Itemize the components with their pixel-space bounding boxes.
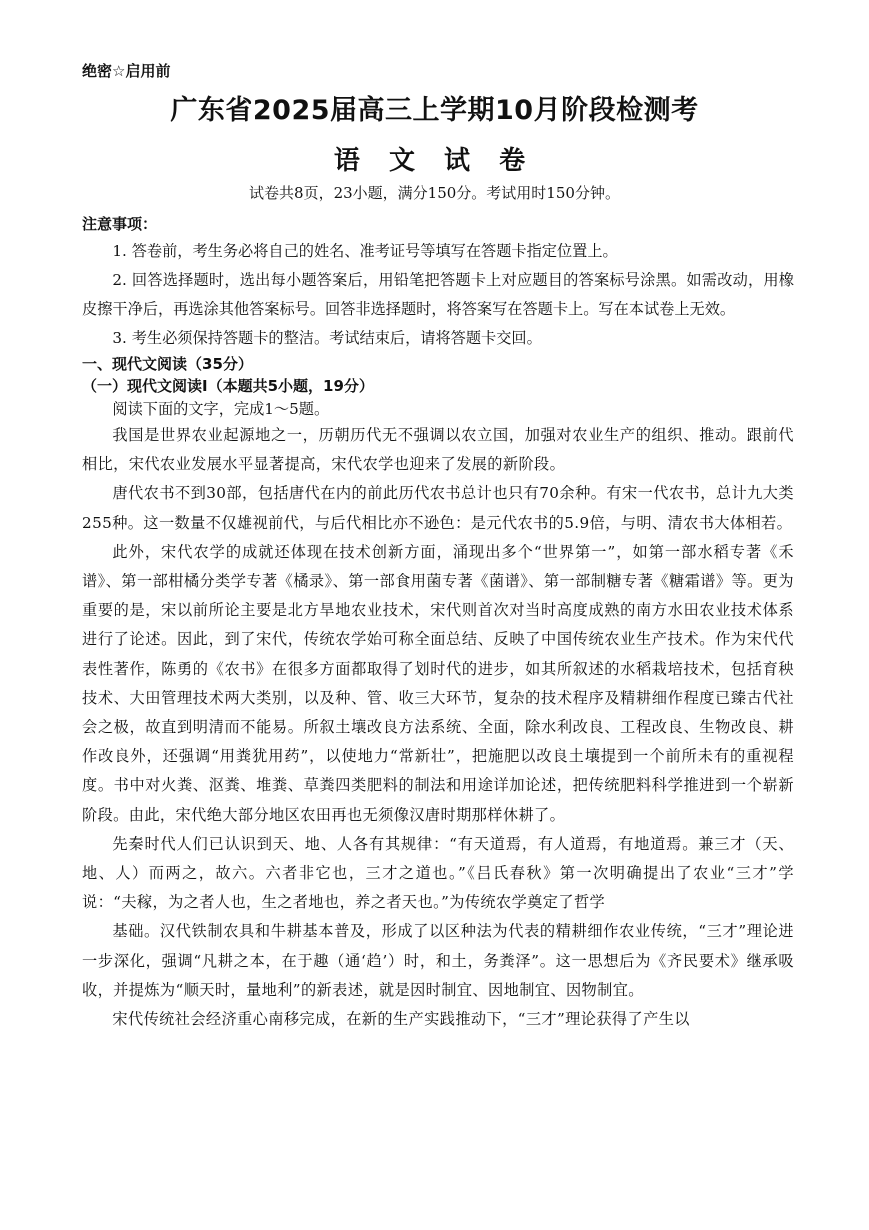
passage-paragraph-4: 先秦时代人们已认识到天、地、人各有其规律：“有天道焉，有人道焉，有地道焉。兼三才（天、地、人）而两之，故六。六者非它也，三才之道也。”《吕氏春秋》第一次明确提出了农业“三才”学说：“夫稼，为之者人也，生之者地也，养之者天也。”为传统农学奠定了哲学 [82, 834, 794, 912]
subsection-heading: （一）现代文阅读Ⅰ（本题共5小题，19分） [82, 377, 374, 395]
confidential-label: 绝密☆启用前 [82, 62, 171, 80]
passage-paragraph-6: 宋代传统社会经济重心南移完成，在新的生产实践推动下，“三才”理论获得了产生以 [112, 1010, 690, 1029]
passage-paragraph-3: 此外，宋代农学的成就还体现在技术创新方面，涌现出多个“世界第一”，如第一部水稻专著《禾谱》、第一部柑橘分类学专著《橘录》、第一部食用菌专著《菌谱》、第一部制糖专著《糖霜谱》等。更为重要的是，宋以前所论主要是北方旱地农业技术，宋代则首次对当时高度成熟的南方水田农业技术体系进行了论述。因此，到了宋代，传统农学始可称全面总结、反映了中国传统农业生产技术。作为宋代代表性著作，陈勇的《农书》在很多方面都取得了划时代的进步，如其所叙述的水稻栽培技术，包括育秧技术、大田管理技术两大类别，以及种、管、收三大环节，复杂的技术程序及精耕细作程度已臻古代社会之极，故直到明清而不能易。所叙土壤改良方法系统、全面，除水利改良、工程改良、生物改良、耕作改良外，还强调“用粪犹用药”，以使地力“常新壮”，把施肥以改良土壤提到一个前所未有的重视程度。书中对火粪、沤粪、堆粪、草粪四类肥料的制法和用途详加论述，把传统肥料科学推进到一个崭新阶段。由此，宋代绝大部分地区农田再也无须像汉唐时期那样休耕了。 [82, 542, 794, 824]
passage-paragraph-1: 我国是世界农业起源地之一，历朝历代无不强调以农立国，加强对农业生产的组织、推动。跟前代相比，宋代农业发展水平显著提高，宋代农学也迎来了发展的新阶段。 [82, 426, 794, 474]
passage-paragraph-2: 唐代农书不到30部，包括唐代在内的前此历代农书总计也只有70余种。有宋一代农书，总计九大类255种。这一数量不仅雄视前代，与后代相比亦不逊色：是元代农书的5.9倍，与明、清农书大体相若。 [82, 484, 794, 532]
notice-item-1: 1. 答卷前，考生务必将自己的姓名、准考证号等填写在答题卡指定位置上。 [112, 242, 618, 260]
exam-info: 试卷共8页，23小题，满分150分。考试用时150分钟。 [249, 184, 620, 202]
exam-body [82, 212, 794, 1034]
passage-paragraph-5: 基础。汉代铁制农具和牛耕基本普及，形成了以区种法为代表的精耕细作农业传统，“三才”理论进一步深化，强调“凡耕之本，在于趣（通‘趋’）时，和土，务粪泽”。这一思想后为《齐民要术》继承吸收，并提炼为“顺天时，量地利”的新表述，就是因时制宜、因地制宜、因物制宜。 [82, 922, 794, 999]
notice-item-2: 2. 回答选择题时，选出每小题答案后，用铅笔把答题卡上对应题目的答案标号涂黑。如需改动，用橡皮擦干净后，再选涂其他答案标号。回答非选择题时，将答案写在答题卡上。写在本试卷上无效。 [82, 271, 794, 318]
reading-instruction: 阅读下面的文字，完成1～5题。 [112, 400, 330, 418]
notice-heading: 注意事项： [82, 215, 158, 233]
exam-subject: 语 文 试 卷 [333, 146, 536, 176]
exam-title: 广东省2025届高三上学期10月阶段检测考 [170, 95, 699, 126]
notice-item-3: 3. 考生必须保持答题卡的整洁。考试结束后，请将答题卡交回。 [112, 329, 542, 347]
section-heading: 一、现代文阅读（35分） [82, 355, 253, 373]
